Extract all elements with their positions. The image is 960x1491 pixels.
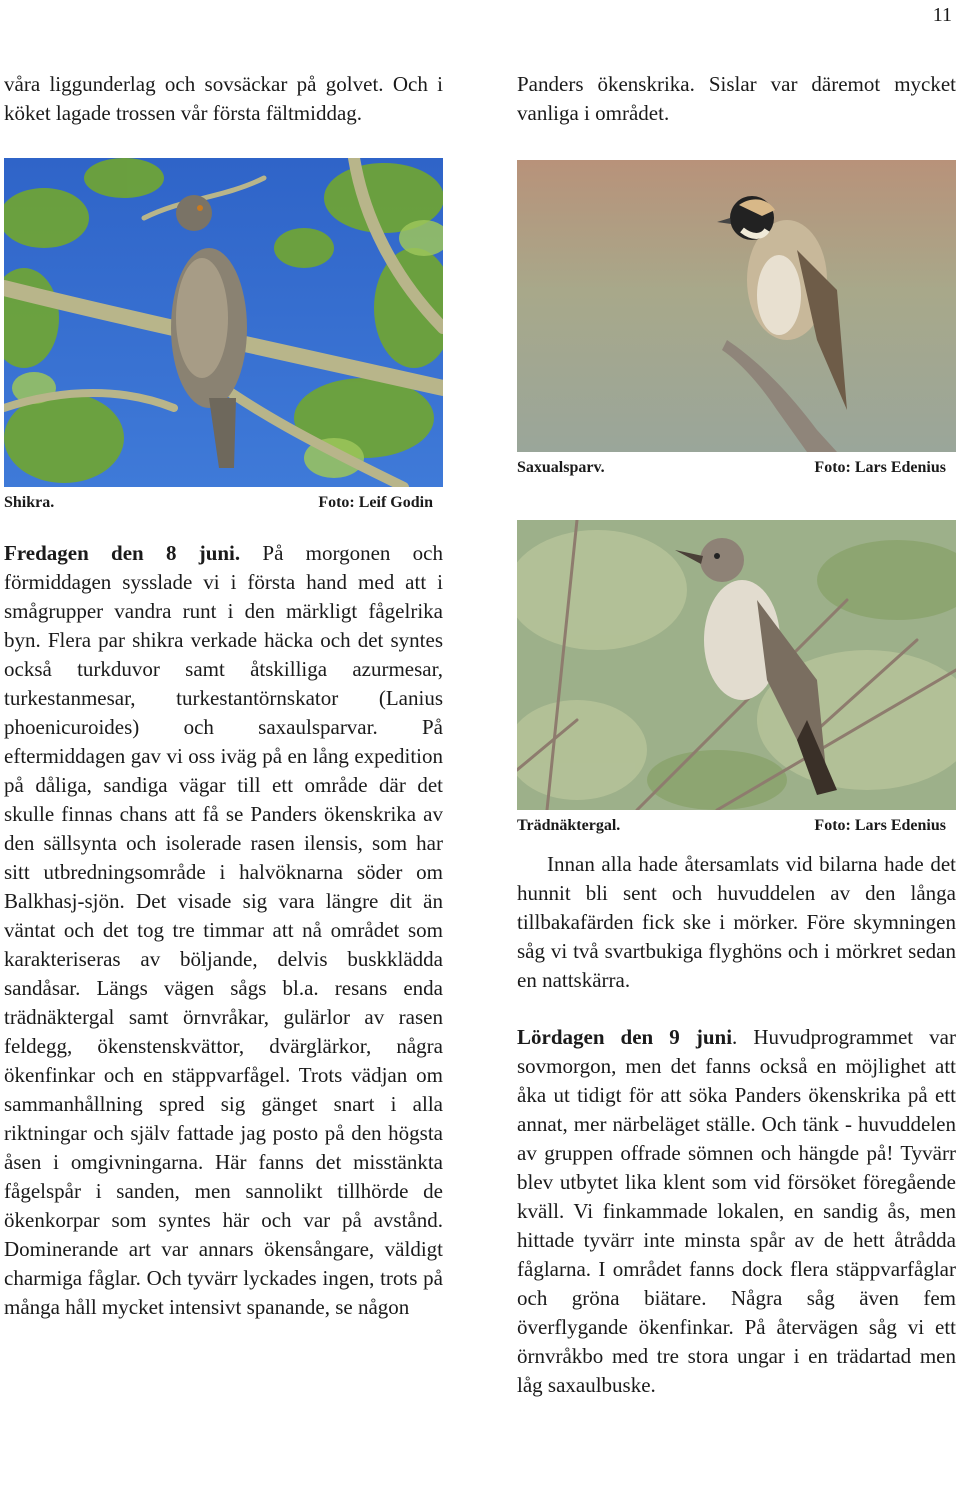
friday-heading: Fredagen den 8 juni.: [4, 541, 241, 565]
left-column: [4, 70, 443, 1322]
saturday-heading: Lördagen den 9 juni: [517, 1025, 733, 1049]
left-body-text: [4, 539, 443, 1322]
shikra-photo: [4, 158, 443, 487]
friday-body: På morgonen och förmiddagen sysslade vi i första hand med att i smågrupper vandra runt i den märkligt fågelrika byn. Flera par shikra verkade häcka och det syntes också turkduvor samt åtskilliga azurmesar, turkestanmesar, turkestantörnskator (Lanius phoenicuroides) och saxaulsparvar. På eftermiddagen gav vi oss iväg på en lång expedition på dåliga, sandiga vägar till ett område där det skulle finnas chans att få se Panders ökenskrika av den sällsynta och isolerade rasen ilensis, som har sitt utbredningsområde i halvöknarna söder om Balkhasj-sjön. Det visade sig vara längre dit än väntat och det tog tre timmar att nå området som karakteriseras av böljande, delvis buskklädda sandåsar. Längs vägen sågs bl.a. resans enda trädnäktergal samt örnvråkar, gulärlor av rasen feldegg, ökenstenskvättor, dvärglärkor, några ökenfinkar och en stäppvarfågel. Trots vädjan om sammanhållning spred sig gänget snart i alla riktningar och själv fattade jag posto på den högsta åsen i omgivningarna. Här fanns det misstänkta fågelspår i sanden, men sannolikt tillhörde de ökenkorpar som syntes här och var på avstånd. Dominerande art var annars ökensångare, väldigt charmiga fåglar. Och tyvärr lyckades ingen, trots på många håll mycket intensivt spanande, se någon: [4, 541, 444, 1319]
saxaulsparv-caption: [517, 458, 956, 478]
shikra-photo-credit: Foto: Leif Godin: [318, 494, 433, 511]
shikra-caption: [4, 493, 443, 513]
saturday-body: . Huvudprogrammet var sovmorgon, men det fanns också en möjlighet att åka ut tidigt för att söka Panders ökenskrika på ett annat, mer närbeläget ställe. Och tänk - huvuddelen av gruppen offrade sömnen och hängde på! Tyvärr blev utbytet lika klent som vid försöket föregående kväll. Vi finkammade lokalen, en sandig ås, men hittade tyvärr inte minsta spår av de hett åtrådda fåglarna. I området fanns dock flera stäppvarfåglar och gröna biätare. Några såg även fem överflygande ökenfinkar. På återvägen såg vi ett örnvråkbo med tre stora ungar i en trädartad men låg saxaulbuske.: [517, 1025, 956, 1397]
saxaulsparv-photo: [517, 160, 956, 452]
tradnaktergal-photo-credit: Foto: Lars Edenius: [814, 817, 946, 834]
right-intro-text: Panders ökenskrika. Sislar var däremot mycket vanliga i området.: [517, 72, 956, 125]
tradnaktergal-photo: [517, 520, 956, 810]
saxaulsparv-photo-credit: Foto: Lars Edenius: [814, 459, 946, 476]
tradnaktergal-caption-title: Trädnäktergal.: [517, 817, 621, 834]
shikra-caption-title: Shikra.: [4, 494, 55, 511]
page-number: 11: [932, 4, 952, 26]
right-column: [517, 70, 956, 1400]
tradnaktergal-caption: [517, 816, 956, 836]
saxaulsparv-caption-title: Saxualsparv.: [517, 459, 605, 476]
right-para1: Innan alla hade återsamlats vid bilarna hade det hunnit bli sent och huvuddelen av den långa tillbakafärden fick ske i mörker. Före skymningen såg vi två svartbukiga flyghöns och i mörkret sedan en nattskärra.: [517, 852, 956, 992]
left-intro-text: våra liggunderlag och sovsäckar på golvet. Och i köket lagade trossen vår första fältmiddag.: [4, 72, 443, 125]
right-para2: [517, 1023, 956, 1400]
